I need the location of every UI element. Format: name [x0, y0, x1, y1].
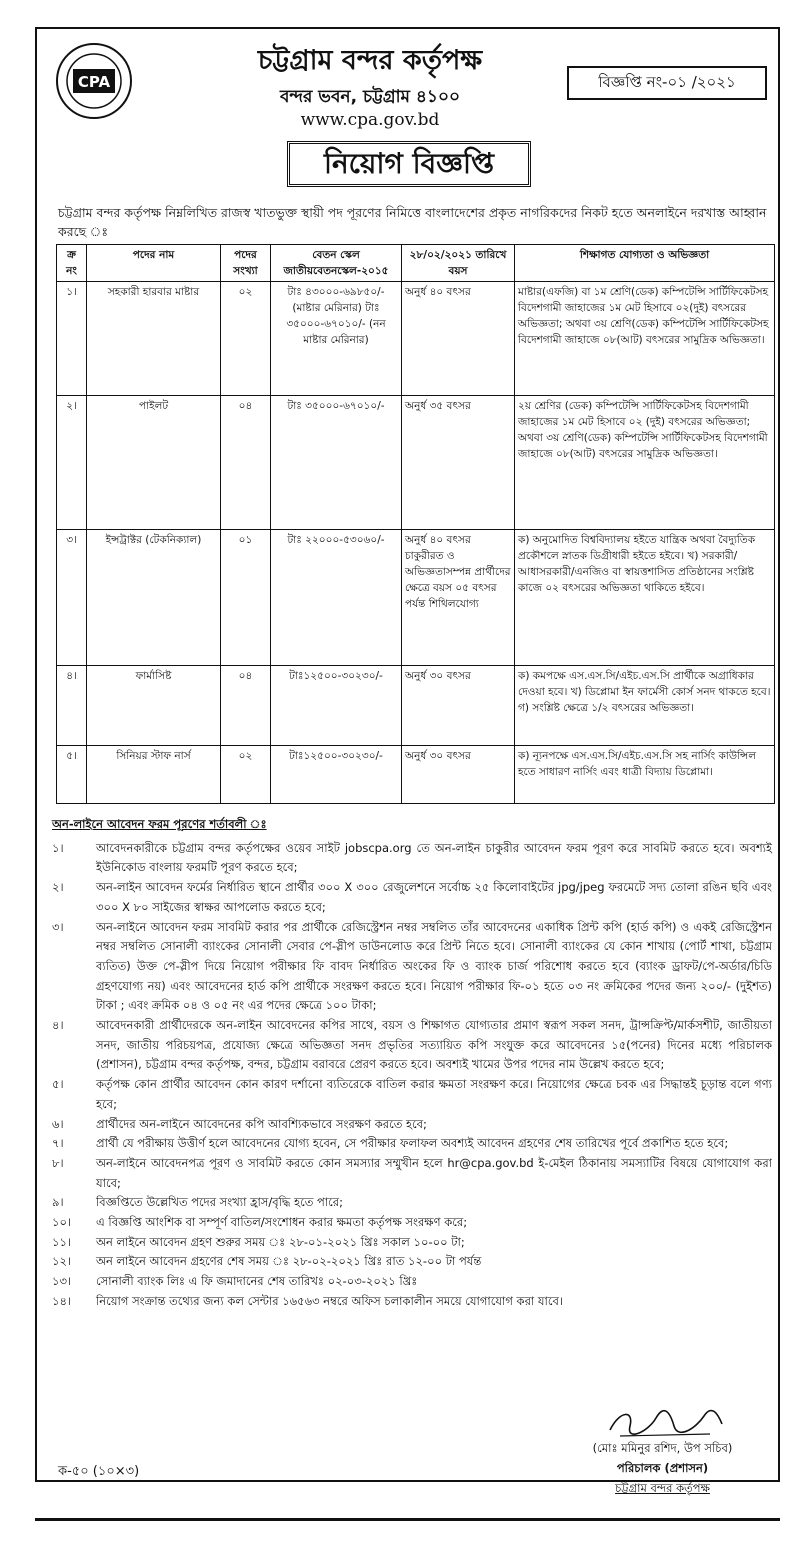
term-number: ৭। — [52, 1136, 64, 1151]
table-row — [57, 666, 775, 746]
term-item — [52, 839, 772, 878]
row-serial: ৪। — [57, 666, 87, 746]
term-text: অন-লাইন আবেদন ফর্মের নির্ধারিত স্থানে প্রার্থীর ৩০০ X ৩০০ রেজুলেশনে সর্বোচ্চ ২৫ কিলোবাইটের jpg/jpeg ফরমেটে সদ্য তোলা রঙিন ছবি এবং ৩০০ X ৮০ সাইজের স্বাক্ষর আপলোড করতে হবে; — [96, 880, 772, 914]
term-item — [52, 1016, 772, 1075]
term-number: ১১। — [52, 1234, 72, 1249]
col-qualification: শিক্ষাগত যোগ্যতা ও অভিজ্ঞতা — [515, 245, 775, 282]
term-text: অন-লাইনে আবেদনপত্র পূরণ ও সাবমিট করতে কোন সমস্যার সম্মুখীন হলে hr@cpa.gov.bd ই-মেইল ঠিকানায় সমস্যাটির বিষয়ে যোগাযোগ করা যাবে; — [96, 1155, 772, 1190]
row-serial: ৩। — [57, 530, 87, 666]
row-post: ইন্সট্রাক্টর (টেকনিক্যাল) — [87, 530, 221, 666]
row-serial: ২। — [57, 396, 87, 530]
term-item — [52, 1075, 772, 1114]
row-count: ০৪ — [221, 396, 271, 530]
row-age: অনুর্ধ ৩৫ বৎসর — [402, 396, 515, 530]
intro-text: চট্টগ্রাম বন্দর কর্তৃপক্ষ নিম্নলিখিত রাজস্ব খাতভুক্ত স্থায়ী পদ পূরণের নিমিত্তে বাংলাদেশের প্রকৃত নাগরিকদের নিকট হতে অনলাইনে দরখাস্ত আহ্বান করছে ঃ — [58, 205, 767, 239]
term-text: অন লাইনে আবেদন গ্রহণের শেষ সময় ঃ ২৮-০২-২০২১ খ্রিঃ রাত ১২-০০ টা পর্যন্ত — [96, 1254, 482, 1269]
term-item — [52, 1233, 772, 1253]
row-qualification: ২য় শ্রেণির (ডেক) কম্পিটেন্সি সার্টিফিকেটসহ বিদেশগামী জাহাজের ১ম মেট হিসাবে ০২ (দুই) বৎসরের অভিজ্ঞতা; অথবা ৩য় শ্রেণি(ডেক) কম্পিটেন্সি সার্টিফিকেটসহ বিদেশগামী জাহাজে ০৮(আট) বৎসরের সামুদ্রিক অভিজ্ঞতা। — [515, 396, 775, 530]
cpa-logo — [55, 42, 133, 120]
term-text: প্রার্থীদের অন-লাইনে আবেদনের কপি আবশ্যিকভাবে সংরক্ষণ করতে হবে; — [96, 1116, 427, 1131]
term-number: ৬। — [52, 1116, 64, 1131]
term-text: বিজ্ঞপ্তিতে উল্লেখিত পদের সংখ্যা হ্রাস/বৃদ্ধি হতে পারে; — [96, 1195, 343, 1210]
row-scale: টাঃ ৩৫০০০-৬৭০১০/- — [271, 396, 402, 530]
term-number: ৩। — [52, 919, 64, 934]
terms-heading: অন-লাইনে আবেদন ফরম পূরণের শর্তাবলী ঃ — [52, 817, 267, 831]
term-item — [52, 1154, 772, 1193]
logo-text: CPA — [77, 73, 111, 91]
row-post: সহকারী হারবার মাষ্টার — [87, 282, 221, 396]
signatory-organization: চট্টগ্রাম বন্দর কর্তৃপক্ষ — [615, 1481, 710, 1495]
term-text: প্রার্থী যে পরীক্ষায় উত্তীর্ণ হলে আবেদনের যোগ্য হবেন, সে পরীক্ষার ফলাফল অবশ্যই আবেদন গ্রহণের শেষ তারিখের পূর্বে প্রকাশিত হতে হবে; — [96, 1136, 729, 1151]
term-text: নিয়োগ সংক্রান্ত তথ্যের জন্য কল সেন্টার ১৬৫৬৩ নম্বরে অফিস চলাকালীন সময়ে যোগাযোগ করা যাবে। — [96, 1293, 563, 1308]
row-post: ফার্মাসিষ্ট — [87, 666, 221, 746]
term-item — [52, 1115, 772, 1135]
term-item — [52, 918, 772, 1017]
term-text: অন-লাইনে আবেদন ফরম সাবমিট করার পর প্রার্থীকে রেজিস্ট্রেশন নম্বর সম্বলিত তাঁর আবেদনের একাধিক প্রিন্ট কপি (হার্ড কপি) ও একই রেজিস্ট্রেশন নম্বর সম্বলিত সোনালী ব্যাংকের সোনালী সেবার পে-স্লীপ ডাউনলোড করে প্রিন্ট নিতে হবে। সোনালী ব্যাংকের যে কোন শাখায় (পোর্ট শাখা, চট্টগ্রাম ব্যতিত) উক্ত পে-স্লীপ দিয়ে নিয়োগ পরীক্ষার ফি বাবদ নির্ধারিত অংকের ফি ও ব্যাংক চার্জ পরিশোধ করতে হবে (ব্যাংক ড্রাফট/পে-অর্ডার/চিডি গ্রহণযোগ্য নয়) এবং আবেদনের হার্ড কপি প্রার্থীকে সংরক্ষণ করতে হবে। নিয়োগ পরীক্ষার ফি-০১ হতে ০৩ নং ক্রমিকের পদের জন্য ২০০/- (দুইশত) টাকা ; এবং ক্রমিক ০৪ ও ০৫ নং এর পদের ক্ষেত্রে ১০০ টাকা; — [96, 919, 772, 1013]
row-qualification: ক) কমপক্ষে এস.এস.সি/এইচ.এস.সি প্রার্থীকে অগ্রাধিকার দেওয়া হবে। খ) ডিপ্লোমা ইন ফার্মেসী কোর্স সনদ থাকতে হবে। গ) সংশ্লিষ্ট ক্ষেত্রে ১/২ বৎসরের অভিজ্ঞতা। — [515, 666, 775, 746]
terms-section — [52, 815, 772, 1312]
term-item — [52, 878, 772, 917]
term-item — [52, 1272, 772, 1292]
table-header-row — [57, 245, 775, 282]
term-number: ১৩। — [52, 1274, 72, 1289]
row-post: সিনিয়র স্টাফ নার্স — [87, 746, 221, 804]
signatory-designation: পরিচালক (প্রশাসন) — [616, 1461, 709, 1475]
term-text: কর্তৃপক্ষ কোন প্রার্থীর আবেদন কোন কারণ দর্শানো ব্যতিরেকে বাতিল করার ক্ষমতা সংরক্ষণ করে। নিয়োগের ক্ষেত্রে চবক এর সিদ্ধান্তই চূড়ান্ত বলে গণ্য হবে; — [96, 1077, 772, 1111]
row-count: ০২ — [221, 282, 271, 396]
term-number: ২। — [52, 880, 64, 895]
term-item — [52, 1134, 772, 1154]
col-age: ২৮/০২/২০২১ তারিখে বয়স — [402, 245, 515, 282]
row-qualification: ক) ন্যূনপক্ষে এস.এস.সি/এইচ.এস.সি সহ নার্সিং কাউন্সিল হতে সাধারণ নার্সিং এবং ধাত্রী বিদ্যায় ডিপ্লোমা। — [515, 746, 775, 804]
org-website[interactable]: www.cpa.gov.bd — [300, 110, 440, 130]
org-address: বন্দর ভবন, চট্টগ্রাম ৪১০০ — [279, 87, 461, 107]
page-title: নিয়োগ বিজ্ঞপ্তি — [287, 141, 531, 187]
term-item — [52, 1252, 772, 1272]
table-row — [57, 396, 775, 530]
term-number: ৫। — [52, 1077, 64, 1092]
row-count: ০৪ — [221, 666, 271, 746]
row-age: অনুর্ধ ৪০ বৎসর চাকুরীরত ও অভিজ্ঞতাসম্পন্ন প্রার্থীদের ক্ষেত্রে বয়স ০৫ বৎসর পর্যন্ত শিথিলযোগ্য — [402, 530, 515, 666]
term-number: ১। — [52, 840, 64, 855]
table-row — [57, 530, 775, 666]
col-serial: ক্র নং — [57, 245, 87, 282]
row-count: ০২ — [221, 746, 271, 804]
row-age: অনুর্ধ ৪০ বৎসর — [402, 282, 515, 396]
row-scale: টাঃ১২৫০০-৩০২৩০/- — [271, 746, 402, 804]
term-text: আবেদনকারীকে চট্টগ্রাম বন্দর কর্তৃপক্ষের ওয়েব সাইট jobscpa.org তে অন-লাইন চাকুরীর আবেদন ফরম পূরণ করে সাবমিট করতে হবে। অবশ্যই ইউনিকোড বাংলায় ফরমটি পূরণ করতে হবে; — [96, 840, 772, 875]
term-text: অন লাইনে আবেদন গ্রহণ শুরুর সময় ঃ ২৮-০১-২০২১ খ্রিঃ সকাল ১০-০০ টা; — [96, 1234, 465, 1249]
term-number: ৪। — [52, 1018, 64, 1033]
row-scale: টাঃ১২৫০০-৩০২৩০/- — [271, 666, 402, 746]
term-text: আবেদনকারী প্রার্থীদেরকে অন-লাইন আবেদনের কপির সাথে, বয়স ও শিক্ষাগত যোগ্যতার প্রমাণ স্বরূপ সকল সনদ, ট্রান্সক্রিপ্ট/মার্কসশীট, জাতীয়তা সনদ, জাতীয় পরিচয়পত্র, প্রযোজ্য ক্ষেত্রে অভিজ্ঞতা সনদ প্রভৃতির সত্যায়িত কপি সংযুক্ত করে আবেদনের ১৫(পনের) দিনের মধ্যে পরিচালক (প্রশাসন), চট্টগ্রাম বন্দর কর্তৃপক্ষ, বন্দর, চট্টগ্রাম বরাবরে প্রেরণ করতে হবে। অবশ্যই খামের উপর পদের নাম উল্লেখ করতে হবে; — [96, 1018, 772, 1072]
signatory-name: (মোঃ মমিনুর রশিদ, উপ সচিব) — [592, 1441, 733, 1455]
table-row — [57, 746, 775, 804]
row-qualification: মাষ্টার(এফজি) বা ১ম শ্রেণি(ডেক) কম্পিটেন্সি সার্টিফিকেটসহ বিদেশগামী জাহাজের ১ম মেট হিসাবে ০২(দুই) বৎসরের অভিজ্ঞতা; অথবা ৩য় শ্রেণি(ডেক) কম্পিটেন্সি সার্টিফিকেটসহ বিদেশগামী জাহাজে ০৮(আট) বৎসরের সামুদ্রিক অভিজ্ঞতা। — [515, 282, 775, 396]
row-age: অনুর্ধ ৩০ বৎসর — [402, 746, 515, 804]
signature-icon — [600, 1402, 730, 1442]
jobs-table — [56, 244, 775, 804]
col-count: পদের সংখ্যা — [221, 245, 271, 282]
term-number: ১২। — [52, 1254, 72, 1269]
term-text: সোনালী ব্যাংক লিঃ এ ফি জমাদানের শেষ তারিখঃ ০২-০৩-২০২১ খ্রিঃ — [96, 1274, 418, 1289]
row-serial: ৫। — [57, 746, 87, 804]
term-item — [52, 1292, 772, 1312]
bottom-divider — [35, 1518, 780, 1521]
org-name: চট্টগ্রাম বন্দর কর্তৃপক্ষ — [257, 45, 483, 76]
row-age: অনুর্ধ ৩০ বৎসর — [402, 666, 515, 746]
term-number: ১০। — [52, 1215, 72, 1230]
col-scale: বেতন স্কেল জাতীয়বেতনস্কেল-২০১৫ — [271, 245, 402, 282]
notice-number-box: বিজ্ঞপ্তি নং-০১ /২০২১ — [567, 66, 767, 100]
footer-code: ক-৫০ (১০×৩) — [58, 1464, 140, 1479]
term-number: ১৪। — [52, 1293, 72, 1308]
term-number: ৮। — [52, 1155, 64, 1170]
table-row — [57, 282, 775, 396]
col-post: পদের নাম — [87, 245, 221, 282]
row-post: পাইলট — [87, 396, 221, 530]
row-count: ০১ — [221, 530, 271, 666]
term-text: এ বিজ্ঞপ্তি আংশিক বা সম্পূর্ণ বাতিল/সংশোধন করার ক্ষমতা কর্তৃপক্ষ সংরক্ষণ করে; — [96, 1215, 468, 1230]
row-qualification: ক) অনুমোদিত বিশ্ববিদ্যালয় হইতে যান্ত্রিক অথবা বৈদ্যুতিক প্রকৌশলে স্নাতক ডিগ্রীধারী হইতে হইবে। খ) সরকারী/আধাসরকারী/এনজিও বা স্বায়ত্তশাসিত প্রতিষ্ঠানের সংশ্লিষ্ট কাজে ০২ বৎসরের অভিজ্ঞতা থাকিতে হইবে। — [515, 530, 775, 666]
term-item — [52, 1193, 772, 1213]
row-serial: ১। — [57, 282, 87, 396]
row-scale: টাঃ ২২০০০-৫৩০৬০/- — [271, 530, 402, 666]
term-item — [52, 1213, 772, 1233]
term-number: ৯। — [52, 1195, 64, 1210]
row-scale: টাঃ ৪৩০০০-৬৯৮৫০/- (মাষ্টার মেরিনার) টাঃ ৩৫০০০-৬৭০১০/- (নন মাষ্টার মেরিনার) — [271, 282, 402, 396]
